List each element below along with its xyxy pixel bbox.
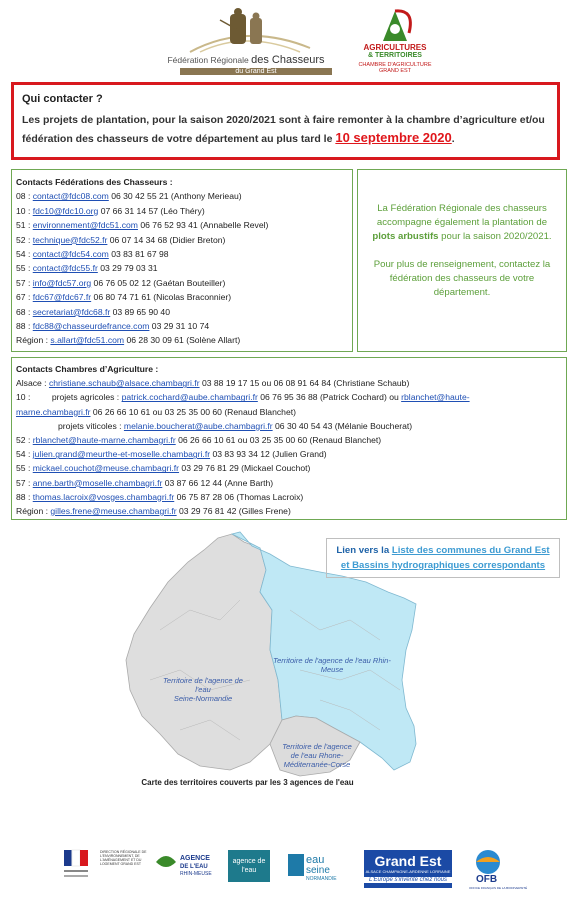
- contact-row: [16, 218, 348, 232]
- department-label: Région :: [16, 506, 51, 517]
- contact-row: [16, 490, 562, 504]
- republique-francaise-logo: [58, 848, 94, 884]
- contact-details: 03 89 65 90 40: [110, 306, 170, 317]
- contact-details: 03 29 76 81 29 (Mickael Couchot): [179, 463, 311, 474]
- department-label: 52 :: [16, 234, 33, 245]
- contact-details: 06 26 66 10 61 ou 03 25 35 00 60 (Renaud Blanchet): [175, 435, 382, 446]
- dreal-logo: DIRECTION RÉGIONALE DE L'ENVIRONNEMENT, DE L'AMÉNAGEMENT ET DU LOGEMENT GRAND EST: [100, 850, 147, 866]
- contact-details: 06 07 14 34 68 (Didier Breton): [107, 234, 226, 245]
- contact-row: [16, 504, 562, 518]
- email-link[interactable]: technique@fdc52.fr: [32, 234, 108, 245]
- email-link[interactable]: thomas.lacroix@vosges.chambagri.fr: [32, 491, 175, 502]
- ca-logo-line1: AGRICULTURES: [363, 43, 427, 52]
- ofb-sub: OFFICE FRANÇAIS DE LA BIODIVERSITÉ: [469, 886, 528, 890]
- email-link[interactable]: contact@fdc08.com: [32, 191, 109, 202]
- department-label: 10 :: [16, 205, 33, 216]
- contact-details: 06 28 30 09 61 (Solène Allart): [124, 335, 241, 346]
- department-label: 67 :: [16, 292, 33, 303]
- email-link[interactable]: fdc10@fdc10.org: [32, 205, 99, 216]
- contact-details: 03 29 79 03 31: [97, 263, 158, 274]
- contact-row: 10 : projets agricoles : patrick.cochard@aube.chambagri.fr 06 76 95 36 88 (Patrick Cochard) ou rblanchet@haute-: [16, 392, 470, 403]
- bassins-link[interactable]: et Bassins hydrographiques correspondants: [340, 560, 546, 571]
- who-to-contact-box: [11, 82, 560, 160]
- department-label: 08 :: [16, 191, 33, 202]
- contact-row: [16, 189, 348, 203]
- contact-row: [16, 319, 348, 333]
- email-link[interactable]: contact@fdc55.fr: [32, 263, 98, 274]
- contact-row: Alsace : christiane.schaub@alsace.chambagri.fr 03 88 19 17 15 ou 06 08 91 64 84 (Christiane Schaub): [16, 378, 410, 389]
- contact-row: [16, 305, 348, 319]
- email-link[interactable]: rblanchet@haute-: [401, 392, 470, 403]
- contact-details: 03 29 76 81 42 (Gilles Frene): [176, 506, 291, 517]
- aerm-line1: AGENCE: [180, 855, 210, 862]
- contact-row: [16, 247, 348, 261]
- federations-list: [16, 189, 348, 347]
- ca-logo-line3: CHAMBRE D'AGRICULTURE GRAND EST: [358, 62, 432, 74]
- who-to-contact-title: Qui contacter ?: [22, 93, 103, 105]
- contact-row: [16, 204, 348, 218]
- ca-emblem-icon: [345, 5, 445, 43]
- email-link[interactable]: rblanchet@haute-marne.chambagri.fr: [32, 435, 176, 446]
- email-link[interactable]: melanie.boucherat@aube.chambagri.fr: [123, 420, 273, 431]
- info-paragraph-2: Pour plus de renseignement, contactez la fédération des chasseurs de votre département.: [373, 259, 551, 298]
- communes-list-link[interactable]: Liste des communes du Grand Est: [391, 545, 550, 556]
- contact-details: 03 29 31 10 74: [149, 321, 210, 332]
- contact-details: 06 76 52 93 41 (Annabelle Revel): [137, 220, 269, 231]
- department-label: 54 :: [16, 249, 33, 260]
- department-label: 52 :: [16, 435, 33, 446]
- contact-row: [16, 333, 348, 347]
- contact-details: 06 30 42 55 21 (Anthony Merieau): [108, 191, 242, 202]
- agence-eau-rhin-meuse-logo: [152, 848, 216, 886]
- email-link[interactable]: patrick.cochard@aube.chambagri.fr: [121, 392, 258, 403]
- eau-line2: seine: [306, 865, 330, 876]
- chambres-contacts-box: [11, 357, 567, 520]
- email-link[interactable]: fdc67@fdc67.fr: [32, 292, 92, 303]
- contact-details: 03 83 81 67 98: [108, 249, 169, 260]
- department-label: 57 :: [16, 277, 33, 288]
- contact-row: [16, 461, 562, 475]
- label-seine-normandie: Territoire de l'agence de l'eau Seine-Normandie: [163, 676, 243, 703]
- department-label: 51 :: [16, 220, 33, 231]
- chambre-agriculture-logo: [345, 5, 445, 80]
- federations-contacts-box: [11, 169, 353, 352]
- contact-row: [16, 276, 348, 290]
- contact-row: [16, 476, 562, 490]
- contact-details: 06 76 05 02 12 (Gaétan Bouteiller): [91, 277, 226, 288]
- email-link[interactable]: s.allart@fdc51.com: [50, 335, 125, 346]
- department-label: Région :: [16, 335, 51, 346]
- contact-row: [16, 433, 562, 447]
- ge-sub: ALSACE CHAMPAGNE-ARDENNE LORRAINE: [365, 869, 451, 874]
- contact-details: 06 75 87 28 06 (Thomas Lacroix): [174, 491, 304, 502]
- contact-row: marne.chambagri.fr 06 26 66 10 61 ou 03 25 35 00 60 (Renaud Blanchet): [16, 406, 296, 417]
- eau-line3: NORMANDIE: [306, 876, 337, 882]
- email-link[interactable]: anne.barth@moselle.chambagri.fr: [32, 477, 163, 488]
- agence-eau-logo: agence de l'eau: [228, 850, 270, 882]
- contact-row: [16, 290, 348, 304]
- chambres-heading: Contacts Chambres d’Agriculture :: [16, 364, 159, 374]
- aerm-line2: DE L'EAU: [180, 864, 208, 870]
- email-link[interactable]: mickael.couchot@meuse.chambagri.fr: [32, 463, 180, 474]
- contact-details: 03 83 93 34 12 (Julien Grand): [210, 449, 327, 460]
- frc-logo-title: Fédération Régionale des Chasseurs: [167, 54, 325, 66]
- contact-details: 06 80 74 71 61 (Nicolas Braconnier): [91, 292, 232, 303]
- grand-est-logo: [364, 850, 452, 888]
- ge-slogan: L'Europe s'invente chez nous: [364, 877, 452, 883]
- map-seine-normandie-region: [126, 534, 282, 770]
- contact-row: [16, 447, 562, 461]
- hunters-icon: [160, 8, 332, 54]
- department-label: 54 :: [16, 449, 33, 460]
- department-label: 55 :: [16, 463, 33, 474]
- label-rhin-meuse: Territoire de l'agence de l'eau Rhin-Meuse: [273, 656, 391, 674]
- email-link[interactable]: marne.chambagri.fr: [16, 406, 91, 417]
- frc-logo: [160, 8, 332, 74]
- contact-row: projets viticoles : melanie.boucherat@aube.chambagri.fr 06 30 40 54 43 (Mélanie Boucherat): [58, 420, 413, 431]
- chambres-list: [16, 433, 562, 518]
- label-rhone: Territoire de l'agence de l'eau Rhone- Méditerranée-Corse: [282, 742, 352, 769]
- info-box: [357, 169, 567, 352]
- ge-title: Grand Est: [374, 853, 442, 869]
- email-link[interactable]: fdc88@chasseurdefrance.com: [32, 321, 150, 332]
- department-label: 55 :: [16, 263, 33, 274]
- contact-details: 03 87 66 12 44 (Anne Barth): [162, 477, 274, 488]
- deadline-date: 10 septembre 2020: [335, 130, 452, 145]
- department-label: 88 :: [16, 491, 33, 502]
- communes-link-box: Lien vers la Liste des communes du Grand Est et Bassins hydrographiques correspondants: [326, 538, 560, 578]
- department-label: 88 :: [16, 321, 33, 332]
- contact-row: [16, 233, 348, 247]
- map-caption: Carte des territoires couverts par les 3 agences de l'eau: [141, 778, 354, 787]
- contact-details: 07 66 31 14 57 (Léo Théry): [98, 205, 205, 216]
- contact-row: [16, 261, 348, 275]
- email-link[interactable]: contact@fdc54.com: [32, 249, 109, 260]
- email-link[interactable]: julien.grand@meurthe-et-moselle.chambagri.fr: [32, 449, 211, 460]
- department-label: 57 :: [16, 477, 33, 488]
- federations-heading: Contacts Fédérations des Chasseurs :: [16, 177, 173, 187]
- email-link[interactable]: info@fdc57.org: [32, 277, 92, 288]
- email-link[interactable]: christiane.schaub@alsace.chambagri.fr: [48, 378, 200, 389]
- eau-line1: eau: [306, 854, 325, 866]
- department-label: 68 :: [16, 306, 33, 317]
- email-link[interactable]: gilles.frene@meuse.chambagri.fr: [50, 506, 177, 517]
- info-paragraph-1: La Fédération Régionale des chasseurs accompagne également la plantation de plots arbustifs pour la saison 2020/2021.: [372, 203, 552, 242]
- eau-seine-normandie-logo: [288, 850, 348, 882]
- email-link[interactable]: environnement@fdc51.com: [32, 220, 138, 231]
- email-link[interactable]: secretariat@fdc68.fr: [32, 306, 111, 317]
- ca-logo-line2: & TERRITOIRES: [368, 52, 422, 59]
- aerm-line3: RHIN-MEUSE: [180, 871, 212, 877]
- ofb-logo: [468, 848, 528, 892]
- who-to-contact-text: Les projets de plantation, pour la saison 2020/2021 sont à faire remonter à la chambre d’agriculture et/ou fédération des chasseurs de votre département au plus tard le 10 septembre 2020.: [22, 114, 545, 145]
- frc-logo-subtitle: du Grand Est: [180, 68, 332, 75]
- ofb-title: OFB: [476, 874, 498, 885]
